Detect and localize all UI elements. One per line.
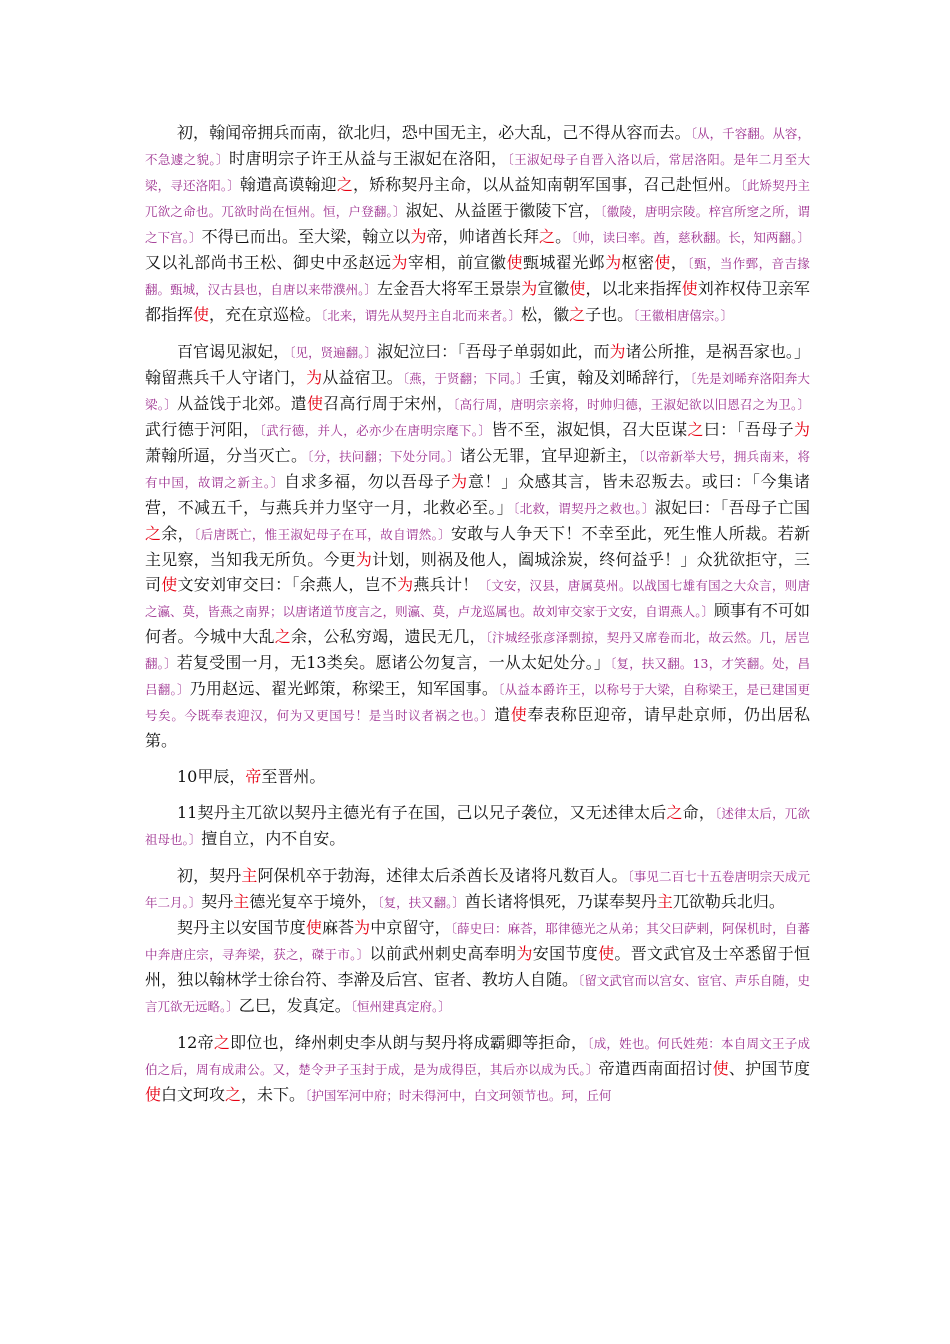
text-run: 德光复卒于境外，	[249, 892, 378, 911]
annotation-note: 〔汴城经张彦泽剽掠，契丹又席卷而北，故云然。几，居岂翻。〕	[145, 630, 810, 671]
text-run: 枢密	[621, 253, 655, 272]
annotation-note: 〔文安，汉县，唐属莫州。以战国七雄有国之大众言，则唐之瀛、莫，皆燕之南界；以唐诸道节度言之，则瀛、莫，卢龙巡属也。故刘审交家于文安，自谓燕人。〕	[145, 578, 810, 619]
text-run: 子也。	[585, 305, 634, 324]
annotation-note: 〔此矫契丹主兀欲之命也。兀欲时尚在恒州。恒，户登翻。〕	[145, 178, 810, 219]
text-run: 淑妃泣曰：「吾母子单弱如此，而	[377, 342, 610, 361]
highlight-char: 为	[516, 944, 533, 963]
text-run: 武行德于河阳，	[145, 420, 260, 439]
annotation-note: 〔分，扶问翻；下处分同。〕	[307, 449, 460, 464]
text-run: 松，徽	[521, 305, 570, 324]
text-run: 即位也，绛州刺史李从朗与契丹将成霸卿等拒命，	[230, 1033, 588, 1052]
text-run: 不得已而出。至大梁，翰立以	[201, 227, 411, 246]
text-run: 酋长诸将惧死，乃谋奉契丹	[464, 892, 657, 911]
text-run: 阿保机卒于勃海，述律太后杀酋长及诸将凡数百人。	[257, 866, 628, 885]
text-run: 擅自立，内不自安。	[201, 829, 346, 848]
text-run: 壬寅，翰及刘晞辞行，	[529, 368, 691, 387]
text-run: 以前武州刺史高奉明	[369, 944, 517, 963]
text-run: 意！」众感其言，皆未忍叛去。或曰：「今集诸营，不减五千，与燕兵并力坚守一月，北救必至。」	[145, 472, 810, 517]
highlight-char: 使	[145, 1085, 162, 1104]
highlight-char: 之	[225, 1085, 242, 1104]
paragraph	[145, 800, 810, 852]
annotation-note: 〔见，贤遍翻。〕	[289, 345, 378, 360]
annotation-note: 〔以帝新举大号，拥兵南来，将有中国，故谓之新主。〕	[145, 449, 810, 490]
annotation-note: 〔从益本爵许王，以称号于大梁，自称梁王，是已建国更号矣。今既奉表迎汉，何为又更国号！是当时议者祸之也。〕	[145, 682, 810, 723]
text-run: 召高行周于宋州，	[323, 394, 454, 413]
highlight-char: 为	[609, 342, 626, 361]
text-run: 。晋文武官及士卒悉留于恒州，独以翰林学士徐台符、李澣及后宫、宦者、教坊人自随。	[145, 944, 810, 989]
highlight-char: 使	[193, 305, 210, 324]
highlight-char: 使	[681, 279, 698, 298]
annotation-note: 〔述律太后，兀欲祖母也。〕	[145, 806, 810, 847]
text-run: 余，	[161, 524, 195, 543]
text-run: 从益饯于北郊。遣	[176, 394, 307, 413]
text-run: 乃用赵远、翟光邺策，称梁王，知军国事。	[189, 679, 499, 698]
highlight-char: 之	[539, 227, 556, 246]
text-run: 命，	[682, 803, 715, 822]
highlight-char: 使	[306, 394, 324, 413]
annotation-note: 〔徽陵，唐明宗陵。梓宫所窆之所，谓之下宫。〕	[145, 204, 810, 245]
text-run: 自求多福，勿以吾母子	[284, 472, 452, 491]
text-run: 契丹	[201, 892, 234, 911]
text-run: 初，契丹	[177, 866, 242, 885]
highlight-char: 为	[410, 227, 427, 246]
annotation-note: 〔燕，于贤翻；下同。〕	[402, 371, 530, 386]
text-run: 至晋州。	[261, 767, 326, 786]
text-run: 乙巳，发真定。	[238, 996, 351, 1015]
annotation-note: 〔事见二百七十五卷唐明宗天成元年二月。〕	[145, 869, 810, 910]
highlight-char: 为	[793, 420, 810, 439]
text-run: 宣徽	[537, 279, 570, 298]
annotation-note: 〔王徽相唐僖宗。〕	[633, 308, 734, 323]
annotation-note: 〔武行德，并人，必亦少在唐明宗麾下。〕	[259, 423, 492, 438]
highlight-char: 为	[451, 472, 468, 491]
text-run: 麻荅	[321, 918, 355, 937]
paragraph	[145, 339, 810, 753]
annotation-note: 〔护国军河中府；时未得河中，白文珂领节也。珂，丘何	[305, 1088, 612, 1103]
text-run: 翰遣高谟翰迎	[239, 175, 337, 194]
text-run: 又以礼部尚书王松、御史中丞赵远	[145, 253, 392, 272]
annotation-note: 〔高行周，唐明宗亲将，时帅归德，王淑妃欲以旧恩召之为卫。〕	[453, 397, 810, 412]
text-run: ，未下。	[241, 1085, 306, 1104]
annotation-note: 〔复，扶又翻。13，才笑翻。处，昌吕翻。〕	[145, 656, 810, 697]
text-run: ，充在京巡检。	[209, 305, 322, 324]
highlight-char: 使	[712, 1059, 729, 1078]
paragraph	[145, 120, 810, 328]
annotation-note: 〔复，扶又翻。〕	[377, 895, 465, 910]
highlight-char: 为	[306, 368, 323, 387]
highlight-char: 为	[391, 253, 408, 272]
paragraph	[145, 863, 810, 915]
text-run: 从益宿卫。	[322, 368, 403, 387]
text-run: ，	[670, 253, 688, 272]
text-run: 皆不至，淑妃惧，召大臣谋	[491, 420, 688, 439]
highlight-char: 使	[654, 253, 671, 272]
highlight-char: 之	[666, 803, 683, 822]
highlight-char: 之	[274, 627, 292, 646]
text-run: 曰：「吾母子	[703, 420, 794, 439]
text-run: 奉表称臣迎帝，请早赴京师，仍出居私第。	[145, 705, 810, 750]
text-run: 契丹主以安国节度	[177, 918, 306, 937]
text-run: 诸公无罪，宜早迎新主，	[460, 446, 639, 465]
annotation-note: 〔帅，读曰率。酋，慈秋翻。长，知两翻。〕	[571, 230, 810, 245]
highlight-char: 之	[145, 524, 162, 543]
highlight-char: 主	[233, 892, 250, 911]
highlight-char: 为	[354, 918, 371, 937]
text-run: 遣	[494, 705, 511, 724]
annotation-note: 〔恒州建真定府。〕	[350, 999, 451, 1014]
text-run: 安敢与人争天下！不幸至此，死生惟人所裁。若新主见察，当知我无所负。今更	[145, 524, 810, 569]
highlight-char: 使	[569, 279, 586, 298]
highlight-char: 为	[355, 550, 373, 569]
highlight-char: 之	[569, 305, 586, 324]
text-run: 白文珂攻	[161, 1085, 226, 1104]
text-run: 顾事有不可如何者。今城中大乱	[145, 601, 810, 646]
text-run: 甄城翟光邺	[522, 253, 606, 272]
annotation-note: 〔先是刘晞弃洛阳奔大梁。〕	[145, 371, 810, 412]
text-run: 11契丹主兀欲以契丹主德光有子在国，己以兄子袭位，又无述律太后	[177, 803, 667, 822]
text-run: 淑妃、从益匿于徽陵下宫，	[405, 201, 601, 220]
text-run: 、护国节度	[728, 1059, 810, 1078]
text-run: 。	[555, 227, 572, 246]
text-run: 余，公私穷竭，遗民无几，	[291, 627, 486, 646]
annotation-note: 〔甄，当作鄄，音吉掾翻。甄城，汉古县也，自唐以来带濮州。〕	[145, 256, 810, 297]
text-run: 宰相，前宣徽	[407, 253, 507, 272]
text-run: 帝遣西南面招讨	[598, 1059, 713, 1078]
highlight-char: 使	[161, 575, 178, 594]
text-run: 时唐明宗子许王从益与王淑妃在洛阳，	[228, 149, 508, 168]
text-run: 安国节度	[532, 944, 599, 963]
text-run: 百官谒见淑妃，	[177, 342, 290, 361]
annotation-note: 〔从，千容翻。从容，不急遽之貌。〕	[145, 126, 810, 167]
highlight-char: 为	[397, 575, 414, 594]
highlight-char: 之	[213, 1033, 231, 1052]
highlight-char: 之	[687, 420, 704, 439]
annotation-note: 〔王淑妃母子自晋入洛以后，常居洛阳。是年二月至大梁，寻还洛阳。〕	[145, 152, 810, 193]
highlight-char: 之	[336, 175, 353, 194]
text-run: 帝，帅诸酋长拜	[426, 227, 540, 246]
highlight-char: 使	[506, 253, 523, 272]
text-run: 兀欲勒兵北归。	[672, 892, 785, 911]
annotation-note: 〔后唐既亡，惟王淑妃母子在耳，故自谓然。〕	[194, 527, 451, 542]
highlight-char: 为	[605, 253, 622, 272]
highlight-char: 为	[521, 279, 538, 298]
text-run: 萧翰所逼，分当灭亡。	[145, 446, 308, 465]
document-body	[145, 120, 810, 1119]
highlight-char: 帝	[245, 767, 262, 786]
text-run: 中京留守，	[370, 918, 451, 937]
text-run: 左金吾大将军王景崇	[376, 279, 522, 298]
text-run: 若复受围一月，无13类矣。愿诸公勿复言，一从太妃处分。」	[176, 653, 611, 672]
text-run: ，矫称契丹主命，以从益知南朝军国事，召己赴恒州。	[352, 175, 741, 194]
highlight-char: 使	[305, 918, 322, 937]
text-run: 刘祚权侍卫亲军都指挥	[145, 279, 810, 324]
text-run: 12帝	[177, 1033, 214, 1052]
annotation-note: 〔留文武官而以宫女、宦官、声乐自随，史言兀欲无远略。〕	[145, 973, 810, 1014]
annotation-note: 〔北救，谓契丹之救也。〕	[513, 501, 655, 516]
paragraph	[145, 1030, 810, 1108]
annotation-note: 〔薛史曰：麻荅，耶律德光之从弟；其父曰萨剌，阿保机时，自蕃中奔唐庄宗，寻奔梁，获之，磔于市。〕	[145, 921, 810, 962]
paragraph	[145, 764, 810, 789]
highlight-char: 使	[510, 705, 528, 724]
text-run: 燕兵计！	[413, 575, 479, 594]
text-run: 计划，则祸及他人，阖城涂炭，终何益乎！」众犹欲拒守，三司	[145, 550, 810, 594]
highlight-char: 主	[241, 866, 258, 885]
text-run: 诸公所推，是祸吾家也。」翰留燕兵千人守诸门，	[145, 342, 810, 387]
text-run: 淑妃曰：「吾母子亡国	[654, 498, 810, 517]
highlight-char: 使	[598, 944, 615, 963]
text-run: 文安刘审交曰：「余燕人，岂不	[177, 575, 398, 594]
text-run: 初，翰闻帝拥兵而南，欲北归，恐中国无主，必大乱，己不得从容而去。	[177, 123, 691, 142]
annotation-note: 〔成，姓也。何氏姓苑：本自周文王子成伯之后，周有成肃公。又，楚令尹子玉封于成，是为成得臣，其后亦以成为氏。〕	[145, 1036, 810, 1077]
highlight-char: 主	[656, 892, 673, 911]
text-run: ，以北来指挥	[585, 279, 682, 298]
annotation-note: 〔北来，谓先从契丹主自北而来者。〕	[321, 308, 522, 323]
paragraph	[145, 915, 810, 1019]
text-run: 10甲辰，	[177, 767, 246, 786]
